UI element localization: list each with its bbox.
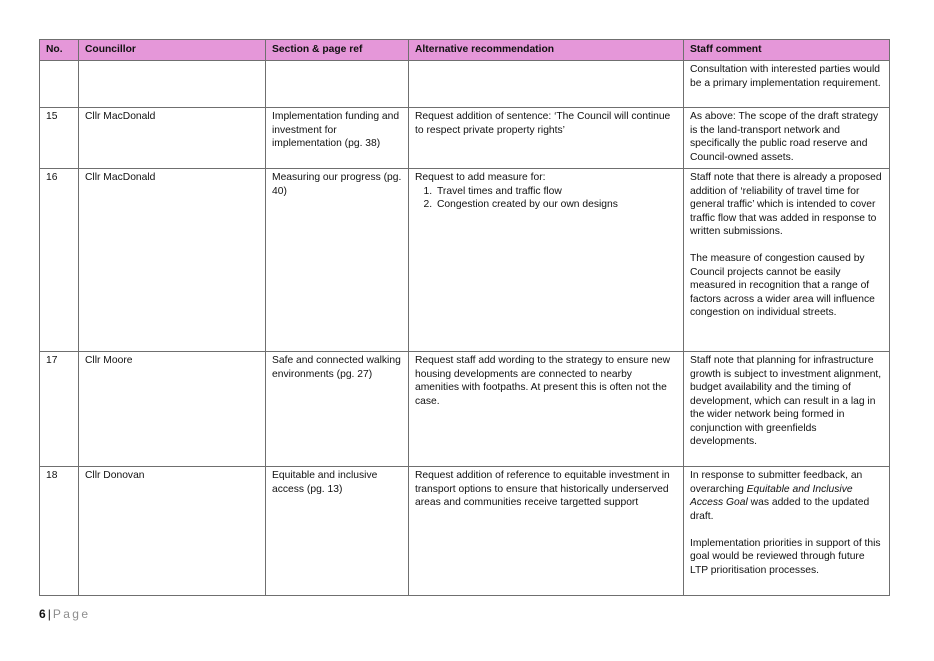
table-row — [40, 352, 890, 467]
cell-recommendation — [409, 169, 684, 352]
cell-staff-comment: Consultation with interested parties would be a primary implementation requirement. — [684, 61, 890, 108]
cell-recommendation — [409, 61, 684, 108]
header-no: No. — [40, 40, 79, 61]
cell-no: 17 — [40, 352, 79, 467]
cell-section: Measuring our progress (pg. 40) — [266, 169, 409, 352]
footer-separator: | — [47, 607, 51, 621]
comment-paragraph: Staff note that there is already a proposed addition of ‘reliability of travel time for general traffic’ which is intended to cover traffic flow that was added in response to written submissions. — [690, 172, 882, 237]
cell-section — [266, 61, 409, 108]
cell-councillor: Cllr Donovan — [79, 467, 266, 596]
comment-text: was added to the updated draft. — [690, 497, 870, 522]
cell-section: Implementation funding and investment for implementation (pg. 38) — [266, 108, 409, 169]
page-footer — [39, 607, 90, 621]
header-councillor: Councillor — [79, 40, 266, 61]
comment-paragraph: The measure of congestion caused by Council projects cannot be easily measured in recognition that a range of factors across a wider area will influence congestion on individual streets. — [690, 253, 875, 318]
cell-councillor: Cllr MacDonald — [79, 169, 266, 352]
goal-name: Equitable and Inclusive Access Goal — [690, 483, 853, 508]
comment-text: In response to submitter feedback, an overarching — [690, 470, 863, 495]
cell-no: 18 — [40, 467, 79, 596]
page-label: Page — [52, 607, 91, 621]
cell-councillor: Cllr MacDonald — [79, 108, 266, 169]
cell-no: 16 — [40, 169, 79, 352]
page-number: 6 — [39, 607, 46, 621]
header-recommendation: Alternative recommendation — [409, 40, 684, 61]
cell-no — [40, 61, 79, 108]
table-header-row — [40, 40, 890, 61]
comment-paragraph: Implementation priorities in support of this goal would be reviewed through future LTP prioritisation processes. — [690, 537, 881, 576]
comment-paragraph — [690, 469, 883, 523]
cell-councillor: Cllr Moore — [79, 352, 266, 467]
header-staff-comment: Staff comment — [684, 40, 890, 61]
list-item: 1. Travel times and traffic flow — [435, 185, 677, 199]
measure-list — [415, 185, 677, 212]
cell-section: Equitable and inclusive access (pg. 13) — [266, 467, 409, 596]
cell-staff-comment — [684, 467, 890, 596]
header-section: Section & page ref — [266, 40, 409, 61]
cell-recommendation: Request addition of reference to equitable investment in transport options to ensure that historically underserved areas and communities receive targetted support — [409, 467, 684, 596]
table-row — [40, 169, 890, 352]
cell-section: Safe and connected walking environments (pg. 27) — [266, 352, 409, 467]
cell-recommendation: Request staff add wording to the strategy to ensure new housing developments are connected to nearby amenities with footpaths. At present this is often not the case. — [409, 352, 684, 467]
recommendation-intro: Request to add measure for: — [415, 172, 546, 183]
cell-staff-comment — [684, 169, 890, 352]
cell-staff-comment: As above: The scope of the draft strategy is the land-transport network and specifically the public road reserve and Council-owned assets. — [684, 108, 890, 169]
list-item: 2. Congestion created by our own designs — [435, 198, 677, 212]
cell-staff-comment: Staff note that planning for infrastructure growth is subject to investment alignment, budget availability and the timing of development, which can result in a lag in the wider network being formed in conjunction with greenfields developments. — [684, 352, 890, 467]
feedback-table — [39, 39, 890, 596]
table-row-continuation — [40, 61, 890, 108]
cell-no: 15 — [40, 108, 79, 169]
table-row — [40, 467, 890, 596]
cell-recommendation: Request addition of sentence: ‘The Council will continue to respect private property rights’ — [409, 108, 684, 169]
cell-councillor — [79, 61, 266, 108]
table-row — [40, 108, 890, 169]
